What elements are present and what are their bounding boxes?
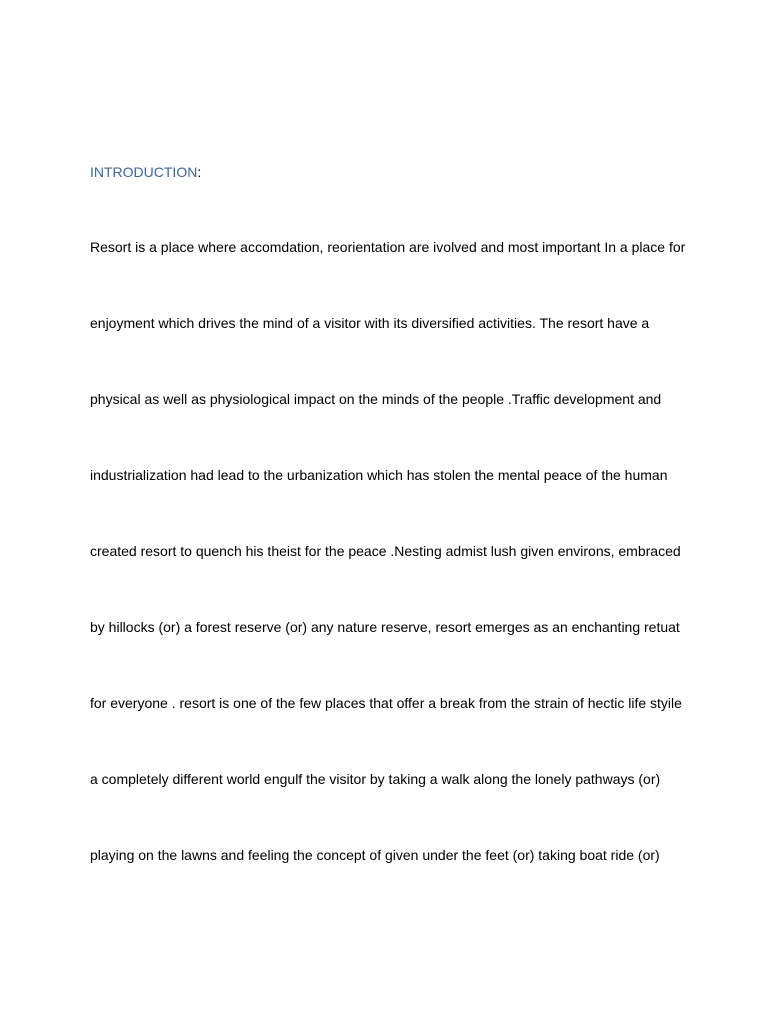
body-line: for everyone . resort is one of the few places that offer a break from the strain of hectic life styile xyxy=(90,695,682,711)
body-line: created resort to quench his theist for the peace .Nesting admist lush given environs, embraced xyxy=(90,543,681,559)
heading-colon: : xyxy=(197,164,202,180)
body-line: Resort is a place where accomdation, reorientation are ivolved and most important In a place for xyxy=(90,239,686,255)
body-line: by hillocks (or) a forest reserve (or) any nature reserve, resort emerges as an enchanting retuat xyxy=(90,619,680,635)
section-heading xyxy=(90,163,201,181)
heading-text: INTRODUCTION xyxy=(90,164,198,180)
body-paragraph xyxy=(90,238,730,922)
body-line: industrialization had lead to the urbanization which has stolen the mental peace of the human xyxy=(90,467,668,483)
body-line: physical as well as physiological impact on the minds of the people .Traffic development and xyxy=(90,391,662,407)
body-line: enjoyment which drives the mind of a visitor with its diversified activities. The resort have a xyxy=(90,315,650,331)
body-line: a completely different world engulf the visitor by taking a walk along the lonely pathways (or) xyxy=(90,771,661,787)
body-line: playing on the lawns and feeling the concept of given under the feet (or) taking boat ride (or) xyxy=(90,847,660,863)
